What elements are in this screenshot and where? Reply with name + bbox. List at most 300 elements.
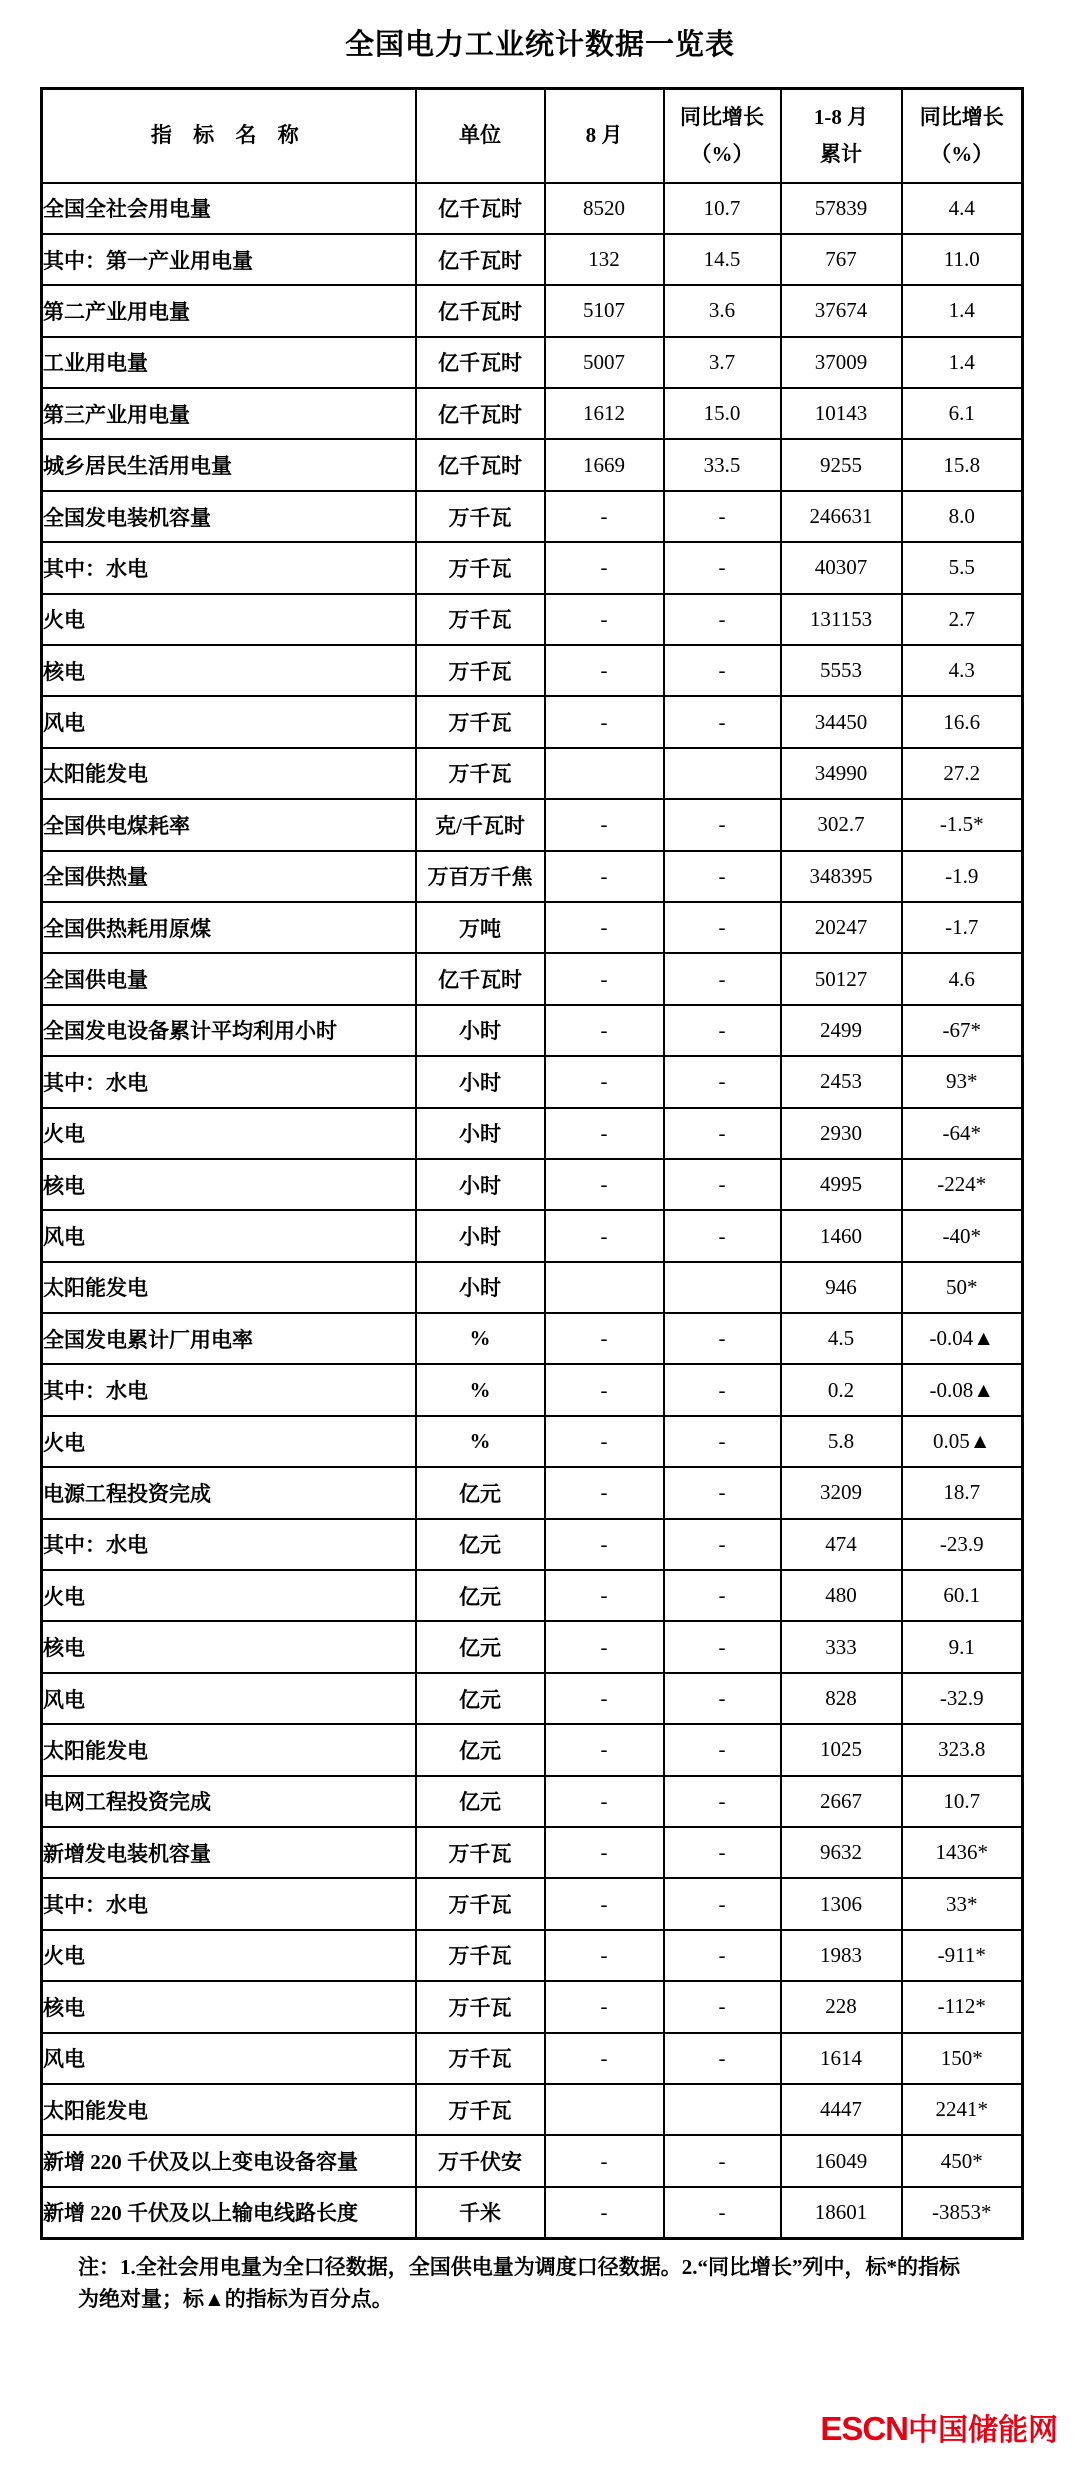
cumulative-value-cell: 9632 bbox=[781, 1827, 902, 1878]
cumulative-value-cell: 5553 bbox=[781, 645, 902, 696]
indicator-name-cell: 火电 bbox=[42, 1570, 416, 1621]
indicator-name-cell: 新增 220 千伏及以上输电线路长度 bbox=[42, 2187, 416, 2238]
cumulative-value-cell: 131153 bbox=[781, 594, 902, 645]
august-value-cell: - bbox=[545, 1313, 664, 1364]
indicator-name-cell: 工业用电量 bbox=[42, 337, 416, 388]
unit-cell: 亿千瓦时 bbox=[416, 285, 545, 336]
table-row bbox=[42, 388, 1023, 439]
cumulative-value-cell: 348395 bbox=[781, 851, 902, 902]
cumulative-yoy-cell: -0.08▲ bbox=[902, 1364, 1023, 1415]
unit-cell: % bbox=[416, 1313, 545, 1364]
indicator-name-cell: 核电 bbox=[42, 1159, 416, 1210]
unit-cell: 万千伏安 bbox=[416, 2135, 545, 2186]
unit-cell: 亿千瓦时 bbox=[416, 234, 545, 285]
august-yoy-cell: - bbox=[664, 902, 781, 953]
unit-cell: 千米 bbox=[416, 2187, 545, 2238]
august-value-cell: - bbox=[545, 645, 664, 696]
unit-cell: 亿千瓦时 bbox=[416, 183, 545, 234]
indicator-name-cell: 其中：第一产业用电量 bbox=[42, 234, 416, 285]
august-yoy-cell: - bbox=[664, 799, 781, 850]
table-row bbox=[42, 645, 1023, 696]
cumulative-yoy-cell: 5.5 bbox=[902, 542, 1023, 593]
august-value-cell: - bbox=[545, 1621, 664, 1672]
august-value-cell: - bbox=[545, 2135, 664, 2186]
august-value-cell: - bbox=[545, 1005, 664, 1056]
indicator-name-cell: 其中：水电 bbox=[42, 1364, 416, 1415]
unit-cell: 万千瓦 bbox=[416, 1878, 545, 1929]
table-row bbox=[42, 1981, 1023, 2032]
august-yoy-cell: - bbox=[664, 1621, 781, 1672]
august-value-cell bbox=[545, 1262, 664, 1313]
august-yoy-cell: - bbox=[664, 1981, 781, 2032]
unit-cell: 亿元 bbox=[416, 1724, 545, 1775]
header-cumulative-yoy bbox=[902, 89, 1023, 183]
august-value-cell: - bbox=[545, 594, 664, 645]
august-yoy-cell: 33.5 bbox=[664, 439, 781, 490]
cumulative-yoy-cell: 0.05▲ bbox=[902, 1416, 1023, 1467]
august-value-cell: - bbox=[545, 1056, 664, 1107]
table-row bbox=[42, 1159, 1023, 1210]
table-row bbox=[42, 1827, 1023, 1878]
august-value-cell: - bbox=[545, 1930, 664, 1981]
table-row bbox=[42, 1776, 1023, 1827]
august-yoy-cell bbox=[664, 1262, 781, 1313]
cumulative-yoy-cell: 15.8 bbox=[902, 439, 1023, 490]
august-value-cell: 5107 bbox=[545, 285, 664, 336]
cumulative-value-cell: 5.8 bbox=[781, 1416, 902, 1467]
escn-logo-cn: 中国储能网 bbox=[908, 2414, 1058, 2447]
indicator-name-cell: 太阳能发电 bbox=[42, 2084, 416, 2135]
header-line: （%） bbox=[930, 141, 994, 166]
august-value-cell: - bbox=[545, 491, 664, 542]
august-yoy-cell bbox=[664, 748, 781, 799]
cumulative-yoy-cell: 18.7 bbox=[902, 1467, 1023, 1518]
unit-cell: 亿元 bbox=[416, 1673, 545, 1724]
indicator-name-cell: 全国发电累计厂用电率 bbox=[42, 1313, 416, 1364]
indicator-name-cell: 新增 220 千伏及以上变电设备容量 bbox=[42, 2135, 416, 2186]
indicator-name-cell: 太阳能发电 bbox=[42, 748, 416, 799]
indicator-name-cell: 其中：水电 bbox=[42, 1519, 416, 1570]
august-yoy-cell bbox=[664, 2084, 781, 2135]
august-value-cell: - bbox=[545, 1210, 664, 1261]
table-row bbox=[42, 1416, 1023, 1467]
august-yoy-cell: 3.6 bbox=[664, 285, 781, 336]
august-value-cell: - bbox=[545, 1364, 664, 1415]
table-row bbox=[42, 183, 1023, 234]
cumulative-value-cell: 246631 bbox=[781, 491, 902, 542]
cumulative-value-cell: 4.5 bbox=[781, 1313, 902, 1364]
table-row bbox=[42, 1313, 1023, 1364]
august-value-cell: - bbox=[545, 1724, 664, 1775]
indicator-name-cell: 火电 bbox=[42, 1930, 416, 1981]
header-unit bbox=[416, 89, 545, 183]
august-yoy-cell: - bbox=[664, 1776, 781, 1827]
cumulative-yoy-cell: 10.7 bbox=[902, 1776, 1023, 1827]
table-row bbox=[42, 337, 1023, 388]
cumulative-value-cell: 4447 bbox=[781, 2084, 902, 2135]
indicator-name-cell: 第二产业用电量 bbox=[42, 285, 416, 336]
table-row bbox=[42, 2033, 1023, 2084]
table-row bbox=[42, 1570, 1023, 1621]
august-yoy-cell: - bbox=[664, 1364, 781, 1415]
cumulative-yoy-cell: 16.6 bbox=[902, 696, 1023, 747]
table-row bbox=[42, 2187, 1023, 2238]
unit-cell: % bbox=[416, 1416, 545, 1467]
indicator-name-cell: 电源工程投资完成 bbox=[42, 1467, 416, 1518]
indicator-name-cell: 火电 bbox=[42, 1108, 416, 1159]
header-line: 累计 bbox=[820, 141, 862, 166]
unit-cell: 小时 bbox=[416, 1159, 545, 1210]
august-value-cell: - bbox=[545, 1108, 664, 1159]
cumulative-yoy-cell: 50* bbox=[902, 1262, 1023, 1313]
cumulative-yoy-cell: 27.2 bbox=[902, 748, 1023, 799]
indicator-name-cell: 全国供电煤耗率 bbox=[42, 799, 416, 850]
table-row bbox=[42, 542, 1023, 593]
table-row bbox=[42, 748, 1023, 799]
header-line: 单位 bbox=[459, 123, 501, 148]
cumulative-yoy-cell: 450* bbox=[902, 2135, 1023, 2186]
cumulative-value-cell: 1614 bbox=[781, 2033, 902, 2084]
cumulative-value-cell: 2499 bbox=[781, 1005, 902, 1056]
table-header bbox=[42, 89, 1023, 183]
indicator-name-cell: 核电 bbox=[42, 1621, 416, 1672]
unit-cell: 万千瓦 bbox=[416, 2033, 545, 2084]
cumulative-value-cell: 767 bbox=[781, 234, 902, 285]
table-row bbox=[42, 1673, 1023, 1724]
cumulative-yoy-cell: 150* bbox=[902, 2033, 1023, 2084]
table-row bbox=[42, 1519, 1023, 1570]
indicator-name-cell: 风电 bbox=[42, 1673, 416, 1724]
cumulative-yoy-cell: 6.1 bbox=[902, 388, 1023, 439]
cumulative-yoy-cell: 8.0 bbox=[902, 491, 1023, 542]
cumulative-value-cell: 9255 bbox=[781, 439, 902, 490]
indicator-name-cell: 太阳能发电 bbox=[42, 1724, 416, 1775]
unit-cell: 小时 bbox=[416, 1262, 545, 1313]
august-yoy-cell: - bbox=[664, 1210, 781, 1261]
cumulative-value-cell: 34450 bbox=[781, 696, 902, 747]
indicator-name-cell: 火电 bbox=[42, 1416, 416, 1467]
table-row bbox=[42, 2084, 1023, 2135]
indicator-name-cell: 全国供热量 bbox=[42, 851, 416, 902]
cumulative-value-cell: 10143 bbox=[781, 388, 902, 439]
indicator-name-cell: 新增发电装机容量 bbox=[42, 1827, 416, 1878]
unit-cell: 万千瓦 bbox=[416, 696, 545, 747]
header-cumulative bbox=[781, 89, 902, 183]
cumulative-value-cell: 40307 bbox=[781, 542, 902, 593]
cumulative-value-cell: 34990 bbox=[781, 748, 902, 799]
cumulative-value-cell: 333 bbox=[781, 1621, 902, 1672]
august-value-cell: - bbox=[545, 1467, 664, 1518]
cumulative-yoy-cell: 4.4 bbox=[902, 183, 1023, 234]
unit-cell: 万千瓦 bbox=[416, 542, 545, 593]
cumulative-value-cell: 2667 bbox=[781, 1776, 902, 1827]
august-yoy-cell: - bbox=[664, 1519, 781, 1570]
cumulative-value-cell: 480 bbox=[781, 1570, 902, 1621]
footnote-line-1: 注：1.全社会用电量为全口径数据，全国供电量为调度口径数据。2.“同比增长”列中，标*的指标 bbox=[78, 2254, 960, 2279]
table-row bbox=[42, 851, 1023, 902]
august-value-cell: 1612 bbox=[545, 388, 664, 439]
cumulative-value-cell: 228 bbox=[781, 1981, 902, 2032]
table-row bbox=[42, 1621, 1023, 1672]
header-line: 同比增长 bbox=[680, 105, 764, 129]
cumulative-yoy-cell: 323.8 bbox=[902, 1724, 1023, 1775]
cumulative-value-cell: 0.2 bbox=[781, 1364, 902, 1415]
header-line: （%） bbox=[690, 141, 754, 166]
indicator-name-cell: 太阳能发电 bbox=[42, 1262, 416, 1313]
cumulative-yoy-cell: -40* bbox=[902, 1210, 1023, 1261]
cumulative-yoy-cell: -112* bbox=[902, 1981, 1023, 2032]
august-value-cell: - bbox=[545, 851, 664, 902]
header-line: 同比增长 bbox=[919, 105, 1004, 129]
cumulative-yoy-cell: 4.6 bbox=[902, 953, 1023, 1004]
indicator-name-cell: 全国全社会用电量 bbox=[42, 183, 416, 234]
cumulative-value-cell: 4995 bbox=[781, 1159, 902, 1210]
august-yoy-cell: - bbox=[664, 1056, 781, 1107]
table-row bbox=[42, 953, 1023, 1004]
unit-cell: 亿千瓦时 bbox=[416, 439, 545, 490]
august-yoy-cell: - bbox=[664, 2033, 781, 2084]
august-yoy-cell: - bbox=[664, 542, 781, 593]
unit-cell: 万千瓦 bbox=[416, 1981, 545, 2032]
cumulative-value-cell: 474 bbox=[781, 1519, 902, 1570]
august-yoy-cell: - bbox=[664, 594, 781, 645]
table-row bbox=[42, 1108, 1023, 1159]
table-row bbox=[42, 1724, 1023, 1775]
unit-cell: 亿千瓦时 bbox=[416, 337, 545, 388]
unit-cell: 亿元 bbox=[416, 1467, 545, 1518]
cumulative-value-cell: 1025 bbox=[781, 1724, 902, 1775]
august-yoy-cell: - bbox=[664, 953, 781, 1004]
unit-cell: 亿千瓦时 bbox=[416, 953, 545, 1004]
header-line: 8 月 bbox=[585, 123, 623, 148]
footnote bbox=[78, 2251, 1003, 2315]
august-yoy-cell: - bbox=[664, 1313, 781, 1364]
cumulative-value-cell: 37009 bbox=[781, 337, 902, 388]
august-yoy-cell: - bbox=[664, 1673, 781, 1724]
cumulative-value-cell: 18601 bbox=[781, 2187, 902, 2238]
header-line: 1-8 月 bbox=[813, 105, 869, 129]
cumulative-yoy-cell: 2.7 bbox=[902, 594, 1023, 645]
table-row bbox=[42, 1210, 1023, 1261]
indicator-name-cell: 全国发电装机容量 bbox=[42, 491, 416, 542]
cumulative-yoy-cell: -3853* bbox=[902, 2187, 1023, 2238]
table-row bbox=[42, 902, 1023, 953]
unit-cell: 亿元 bbox=[416, 1519, 545, 1570]
escn-logo-latin: ESCN bbox=[820, 2410, 908, 2447]
august-value-cell: - bbox=[545, 1570, 664, 1621]
indicator-name-cell: 风电 bbox=[42, 696, 416, 747]
august-value-cell: 1669 bbox=[545, 439, 664, 490]
indicator-name-cell: 其中：水电 bbox=[42, 1056, 416, 1107]
cumulative-value-cell: 20247 bbox=[781, 902, 902, 953]
cumulative-yoy-cell: -0.04▲ bbox=[902, 1313, 1023, 1364]
unit-cell: 万千瓦 bbox=[416, 594, 545, 645]
august-yoy-cell: - bbox=[664, 1878, 781, 1929]
august-yoy-cell: 3.7 bbox=[664, 337, 781, 388]
august-yoy-cell: - bbox=[664, 696, 781, 747]
unit-cell: 万千瓦 bbox=[416, 1827, 545, 1878]
unit-cell: 亿元 bbox=[416, 1776, 545, 1827]
august-yoy-cell: - bbox=[664, 1416, 781, 1467]
table-row bbox=[42, 234, 1023, 285]
table-row bbox=[42, 1467, 1023, 1518]
august-value-cell: 8520 bbox=[545, 183, 664, 234]
table-row bbox=[42, 491, 1023, 542]
unit-cell: 万千瓦 bbox=[416, 2084, 545, 2135]
august-yoy-cell: 10.7 bbox=[664, 183, 781, 234]
header-august-yoy bbox=[664, 89, 781, 183]
header-indicator-name bbox=[42, 89, 416, 183]
cumulative-value-cell: 2453 bbox=[781, 1056, 902, 1107]
cumulative-yoy-cell: -1.9 bbox=[902, 851, 1023, 902]
cumulative-yoy-cell: 33* bbox=[902, 1878, 1023, 1929]
indicator-name-cell: 全国发电设备累计平均利用小时 bbox=[42, 1005, 416, 1056]
table-row bbox=[42, 696, 1023, 747]
cumulative-yoy-cell: 4.3 bbox=[902, 645, 1023, 696]
indicator-name-cell: 核电 bbox=[42, 1981, 416, 2032]
indicator-name-cell: 其中：水电 bbox=[42, 542, 416, 593]
unit-cell: 亿元 bbox=[416, 1570, 545, 1621]
cumulative-yoy-cell: 1436* bbox=[902, 1827, 1023, 1878]
august-yoy-cell: - bbox=[664, 851, 781, 902]
cumulative-yoy-cell: -1.7 bbox=[902, 902, 1023, 953]
cumulative-yoy-cell: -67* bbox=[902, 1005, 1023, 1056]
unit-cell: 克/千瓦时 bbox=[416, 799, 545, 850]
august-value-cell: - bbox=[545, 1878, 664, 1929]
table-row bbox=[42, 1930, 1023, 1981]
august-value-cell: - bbox=[545, 953, 664, 1004]
page-title: 全国电力工业统计数据一览表 bbox=[344, 29, 735, 61]
table-row bbox=[42, 285, 1023, 336]
august-yoy-cell: - bbox=[664, 1827, 781, 1878]
cumulative-value-cell: 946 bbox=[781, 1262, 902, 1313]
cumulative-yoy-cell: 11.0 bbox=[902, 234, 1023, 285]
august-value-cell: - bbox=[545, 1673, 664, 1724]
cumulative-yoy-cell: 93* bbox=[902, 1056, 1023, 1107]
cumulative-value-cell: 3209 bbox=[781, 1467, 902, 1518]
cumulative-value-cell: 302.7 bbox=[781, 799, 902, 850]
august-value-cell bbox=[545, 2084, 664, 2135]
cumulative-value-cell: 37674 bbox=[781, 285, 902, 336]
august-yoy-cell: - bbox=[664, 645, 781, 696]
cumulative-yoy-cell: 9.1 bbox=[902, 1621, 1023, 1672]
august-yoy-cell: - bbox=[664, 1467, 781, 1518]
cumulative-value-cell: 1460 bbox=[781, 1210, 902, 1261]
unit-cell: 小时 bbox=[416, 1108, 545, 1159]
unit-cell: 亿千瓦时 bbox=[416, 388, 545, 439]
indicator-name-cell: 风电 bbox=[42, 1210, 416, 1261]
cumulative-yoy-cell: 1.4 bbox=[902, 285, 1023, 336]
august-value-cell: - bbox=[545, 1776, 664, 1827]
unit-cell: % bbox=[416, 1364, 545, 1415]
indicator-name-cell: 第三产业用电量 bbox=[42, 388, 416, 439]
table-row bbox=[42, 439, 1023, 490]
august-value-cell bbox=[545, 748, 664, 799]
unit-cell: 万百万千焦 bbox=[416, 851, 545, 902]
table-row bbox=[42, 1364, 1023, 1415]
august-value-cell: - bbox=[545, 1159, 664, 1210]
power-stats-table bbox=[40, 87, 1024, 2240]
table-row bbox=[42, 2135, 1023, 2186]
august-value-cell: - bbox=[545, 1519, 664, 1570]
august-value-cell: - bbox=[545, 2187, 664, 2238]
august-value-cell: - bbox=[545, 1827, 664, 1878]
august-yoy-cell: - bbox=[664, 1930, 781, 1981]
august-value-cell: - bbox=[545, 2033, 664, 2084]
table-row bbox=[42, 594, 1023, 645]
unit-cell: 万千瓦 bbox=[416, 491, 545, 542]
table-row bbox=[42, 1005, 1023, 1056]
august-yoy-cell: - bbox=[664, 2135, 781, 2186]
august-yoy-cell: 15.0 bbox=[664, 388, 781, 439]
unit-cell: 万千瓦 bbox=[416, 645, 545, 696]
cumulative-value-cell: 50127 bbox=[781, 953, 902, 1004]
table-row bbox=[42, 1262, 1023, 1313]
table-row bbox=[42, 799, 1023, 850]
august-value-cell: - bbox=[545, 902, 664, 953]
indicator-name-cell: 火电 bbox=[42, 594, 416, 645]
cumulative-value-cell: 828 bbox=[781, 1673, 902, 1724]
cumulative-value-cell: 1983 bbox=[781, 1930, 902, 1981]
header-line: 指 标 名 称 bbox=[150, 123, 307, 148]
august-yoy-cell: 14.5 bbox=[664, 234, 781, 285]
cumulative-yoy-cell: -911* bbox=[902, 1930, 1023, 1981]
cumulative-value-cell: 2930 bbox=[781, 1108, 902, 1159]
cumulative-yoy-cell: 60.1 bbox=[902, 1570, 1023, 1621]
cumulative-yoy-cell: -224* bbox=[902, 1159, 1023, 1210]
escn-logo bbox=[820, 2405, 1058, 2449]
cumulative-yoy-cell: -64* bbox=[902, 1108, 1023, 1159]
unit-cell: 万千瓦 bbox=[416, 1930, 545, 1981]
indicator-name-cell: 风电 bbox=[42, 2033, 416, 2084]
unit-cell: 小时 bbox=[416, 1005, 545, 1056]
august-value-cell: 5007 bbox=[545, 337, 664, 388]
footnote-line-2: 为绝对量；标▲的指标为百分点。 bbox=[78, 2286, 393, 2311]
august-value-cell: - bbox=[545, 1416, 664, 1467]
august-yoy-cell: - bbox=[664, 1108, 781, 1159]
august-yoy-cell: - bbox=[664, 1005, 781, 1056]
header-august bbox=[545, 89, 664, 183]
august-yoy-cell: - bbox=[664, 1159, 781, 1210]
august-yoy-cell: - bbox=[664, 1570, 781, 1621]
august-value-cell: - bbox=[545, 1981, 664, 2032]
cumulative-yoy-cell: -23.9 bbox=[902, 1519, 1023, 1570]
august-value-cell: - bbox=[545, 799, 664, 850]
cumulative-value-cell: 57839 bbox=[781, 183, 902, 234]
indicator-name-cell: 全国供热耗用原煤 bbox=[42, 902, 416, 953]
august-yoy-cell: - bbox=[664, 491, 781, 542]
cumulative-value-cell: 16049 bbox=[781, 2135, 902, 2186]
august-value-cell: - bbox=[545, 696, 664, 747]
cumulative-yoy-cell: 1.4 bbox=[902, 337, 1023, 388]
august-value-cell: 132 bbox=[545, 234, 664, 285]
indicator-name-cell: 电网工程投资完成 bbox=[42, 1776, 416, 1827]
cumulative-yoy-cell: -32.9 bbox=[902, 1673, 1023, 1724]
unit-cell: 亿元 bbox=[416, 1621, 545, 1672]
august-yoy-cell: - bbox=[664, 2187, 781, 2238]
unit-cell: 万千瓦 bbox=[416, 748, 545, 799]
table-row bbox=[42, 1056, 1023, 1107]
table-body bbox=[42, 183, 1023, 2239]
unit-cell: 小时 bbox=[416, 1056, 545, 1107]
august-value-cell: - bbox=[545, 542, 664, 593]
header-row bbox=[42, 89, 1023, 183]
indicator-name-cell: 核电 bbox=[42, 645, 416, 696]
cumulative-value-cell: 1306 bbox=[781, 1878, 902, 1929]
august-yoy-cell: - bbox=[664, 1724, 781, 1775]
unit-cell: 万吨 bbox=[416, 902, 545, 953]
indicator-name-cell: 全国供电量 bbox=[42, 953, 416, 1004]
